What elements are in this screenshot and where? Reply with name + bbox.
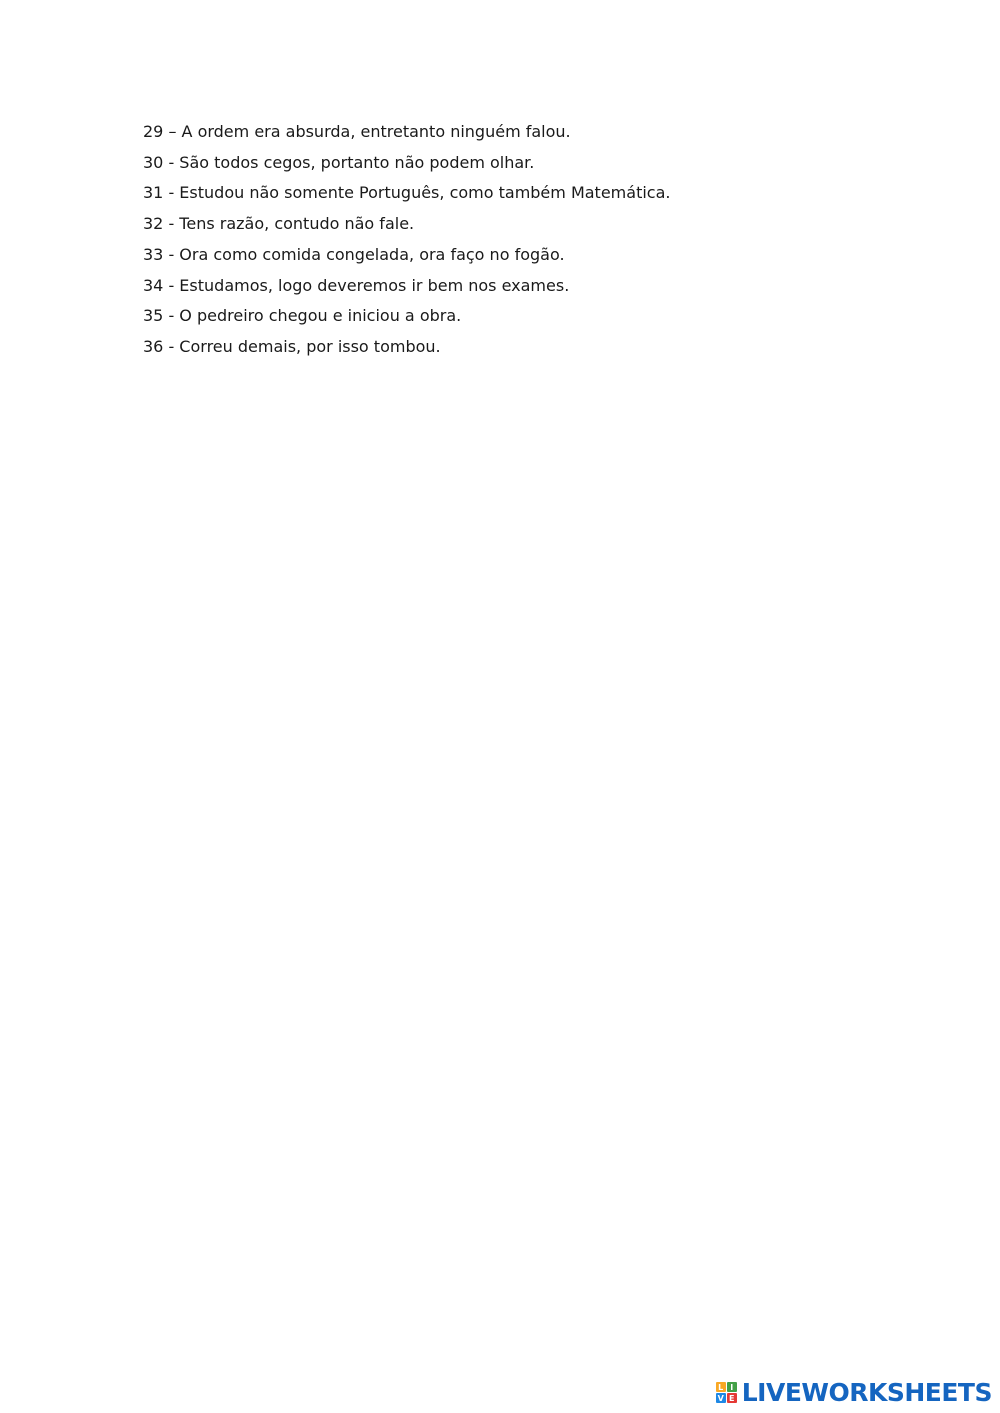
sentence-list bbox=[143, 117, 670, 363]
sentence-33: 33 - Ora como comida congelada, ora faço no fogão. bbox=[143, 244, 565, 264]
logo-text: LIVEWORKSHEETS bbox=[741, 1378, 992, 1407]
logo-cell-l: L bbox=[716, 1382, 726, 1392]
logo-cell-v: V bbox=[717, 1393, 724, 1403]
sentence-32: 32 - Tens razão, contudo não fale. bbox=[143, 214, 415, 234]
liveworksheets-logo bbox=[716, 1378, 992, 1407]
sentence-35: 35 - O pedreiro chegou e iniciou a obra. bbox=[143, 306, 462, 326]
logo-icon bbox=[716, 1382, 737, 1403]
sentence-30: 30 - São todos cegos, portanto não podem olhar. bbox=[143, 152, 535, 172]
sentence-36: 36 - Correu demais, por isso tombou. bbox=[143, 336, 441, 356]
sentence-31: 31 - Estudou não somente Português, como também Matemática. bbox=[143, 183, 671, 203]
logo-cell-e: E bbox=[727, 1393, 737, 1403]
sentence-29: 29 – A ordem era absurda, entretanto ninguém falou. bbox=[143, 122, 571, 141]
sentence-34: 34 - Estudamos, logo deveremos ir bem nos exames. bbox=[143, 275, 570, 295]
logo-cell-i: I bbox=[727, 1382, 737, 1392]
